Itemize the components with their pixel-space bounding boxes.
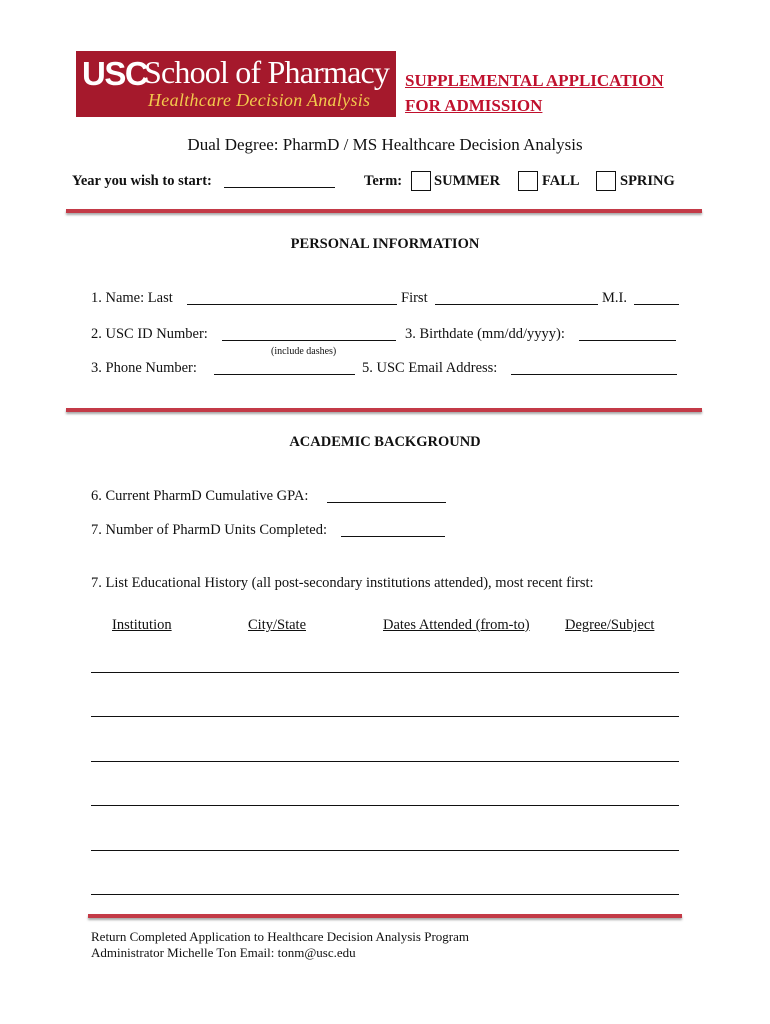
phone-field[interactable]	[214, 374, 355, 375]
middle-initial-field[interactable]	[634, 304, 679, 305]
fall-option-label: FALL	[542, 173, 580, 189]
column-institution: Institution	[112, 617, 172, 633]
birthdate-field[interactable]	[579, 340, 676, 341]
column-dates-attended: Dates Attended (from-to)	[383, 617, 530, 633]
history-entry-line[interactable]	[91, 805, 679, 806]
history-label: 7. List Educational History (all post-secondary institutions attended), most recent first:	[91, 575, 594, 591]
usc-id-label: 2. USC ID Number:	[91, 326, 208, 342]
usc-id-hint: (include dashes)	[271, 346, 337, 357]
logo-subtitle: Healthcare Decision Analysis	[148, 90, 371, 110]
program-title: Dual Degree: PharmD / MS Healthcare Decision Analysis	[187, 135, 583, 154]
birthdate-label: 3. Birthdate (mm/dd/yyyy):	[405, 326, 565, 342]
history-entry-line[interactable]	[91, 894, 679, 895]
application-title-line2: FOR ADMISSION	[405, 96, 543, 115]
units-field[interactable]	[341, 536, 445, 537]
logo-brand: USC	[82, 55, 148, 92]
summer-checkbox[interactable]	[411, 171, 431, 191]
footer-line1: Return Completed Application to Healthcare Decision Analysis Program	[91, 929, 470, 944]
footer-divider	[88, 914, 682, 918]
summer-option-label: SUMMER	[434, 173, 501, 189]
year-field[interactable]	[224, 187, 335, 188]
footer-line2: Administrator Michelle Ton Email: tonm@usc.edu	[91, 945, 356, 960]
gpa-label: 6. Current PharmD Cumulative GPA:	[91, 488, 309, 504]
middle-initial-label: M.I.	[602, 290, 627, 306]
units-label: 7. Number of PharmD Units Completed:	[91, 522, 328, 538]
column-city-state: City/State	[248, 617, 306, 633]
first-name-label: First	[401, 290, 428, 306]
last-name-label: 1. Name: Last	[91, 290, 173, 306]
usc-id-field[interactable]	[222, 340, 396, 341]
history-entry-line[interactable]	[91, 850, 679, 851]
gpa-field[interactable]	[327, 502, 446, 503]
spring-option-label: SPRING	[620, 173, 675, 189]
history-entry-line[interactable]	[91, 672, 679, 673]
term-label: Term:	[364, 173, 403, 189]
year-label: Year you wish to start:	[72, 173, 212, 189]
phone-label: 3. Phone Number:	[91, 360, 197, 376]
logo-school-name: School of Pharmacy	[144, 54, 390, 90]
application-title-line1: SUPPLEMENTAL APPLICATION	[405, 71, 664, 90]
usc-pharmacy-logo	[76, 51, 396, 117]
history-entry-line[interactable]	[91, 716, 679, 717]
academic-heading: ACADEMIC BACKGROUND	[289, 434, 481, 450]
personal-info-heading: PERSONAL INFORMATION	[290, 236, 480, 252]
email-field[interactable]	[511, 374, 677, 375]
first-name-field[interactable]	[435, 304, 598, 305]
section-divider	[66, 209, 702, 213]
column-degree-subject: Degree/Subject	[565, 617, 655, 633]
last-name-field[interactable]	[187, 304, 397, 305]
history-entry-line[interactable]	[91, 761, 679, 762]
email-label: 5. USC Email Address:	[362, 360, 498, 376]
spring-checkbox[interactable]	[596, 171, 616, 191]
section-divider	[66, 408, 702, 412]
fall-checkbox[interactable]	[518, 171, 538, 191]
